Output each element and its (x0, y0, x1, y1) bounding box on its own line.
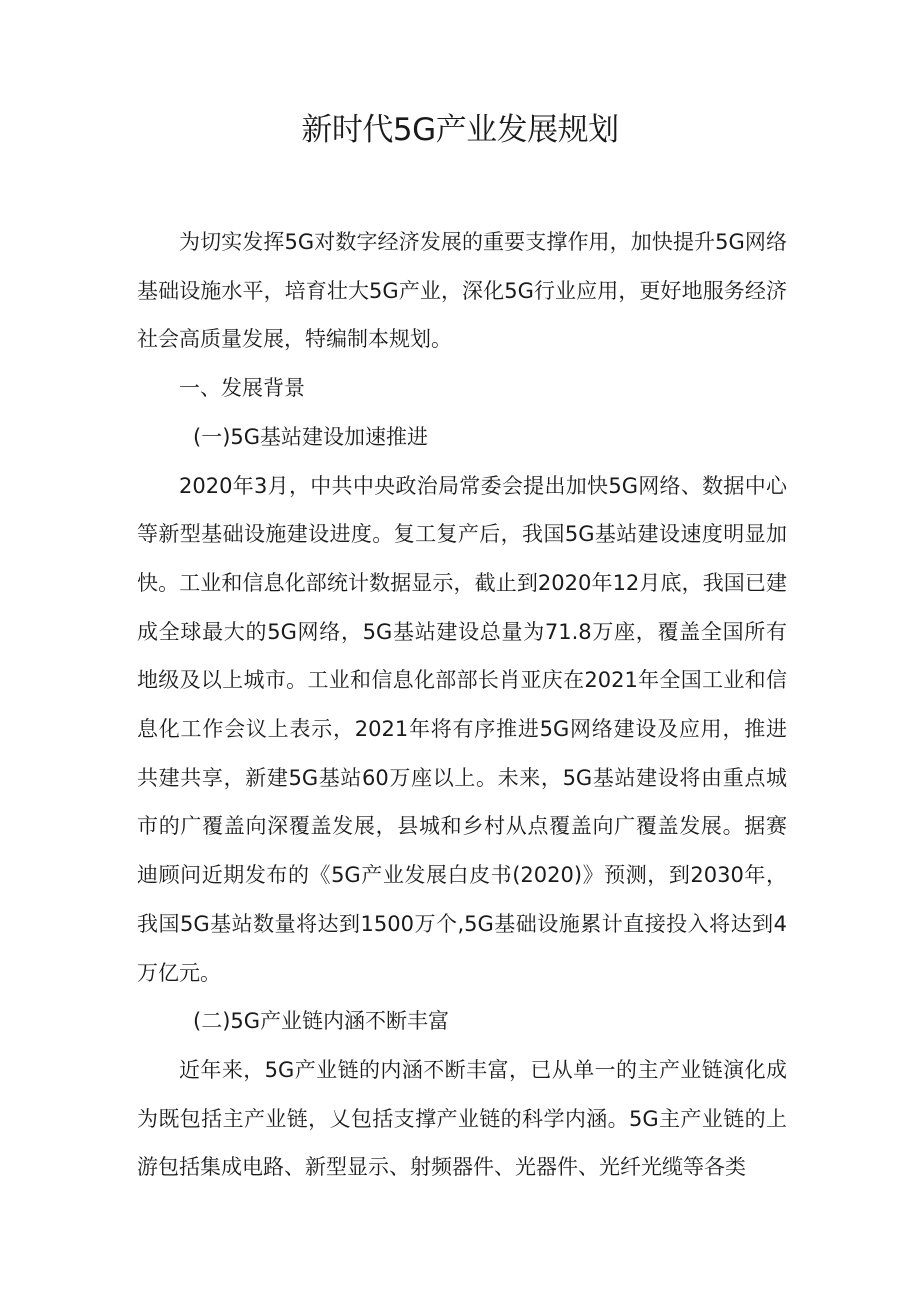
base-stations-paragraph: 2020年3月，中共中央政治局常委会提出加快5G网络、数据中心等新型基础设施建设进度。复工复产后，我国5G基站建设速度明显加快。工业和信息化部统计数据显示，截止到2020年12月底，我国已建成全球最大的5G网络，5G基站建设总量为71.8万座，覆盖全国所有地级及以上城市。工业和信息化部部长肖亚庆在2021年全国工业和信息化工作会议上表示，2021年将有序推进5G网络建设及应用，推进共建共享，新建5G基站60万座以上。未来，5G基站建设将由重点城市的广覆盖向深覆盖发展，县城和乡村从点覆盖向广覆盖发展。据赛迪顾问近期发布的《5G产业发展白皮书(2020)》预测，到2030年，我国5G基站数量将达到1500万个,5G基础设施累计直接投入将达到4万亿元。 (137, 473, 787, 985)
document-title: 新时代5G产业发展规划 (301, 112, 619, 148)
subsection-heading-base-stations: (一)5G基站建设加速推进 (193, 424, 429, 449)
subsection-heading-industry-chain: (二)5G产业链内涵不断丰富 (193, 1009, 450, 1034)
document-body (137, 218, 787, 1192)
industry-chain-paragraph: 近年来，5G产业链的内涵不断丰富，已从单一的主产业链演化成为既包括主产业链，乂包括支撑产业链的科学内涵。5G主产业链的上游包括集成电路、新型显示、射频器件、光器件、光纤光缆等各类 (137, 1057, 787, 1180)
section-heading-background: 一、发展背景 (179, 376, 305, 401)
intro-paragraph: 为切实发挥5G对数字经济发展的重要支撑作用，加快提升5G网络基础设施水平，培育壮大5G产业，深化5G行业应用，更好地服务经济社会高质量发展，特编制本规划。 (137, 230, 787, 352)
